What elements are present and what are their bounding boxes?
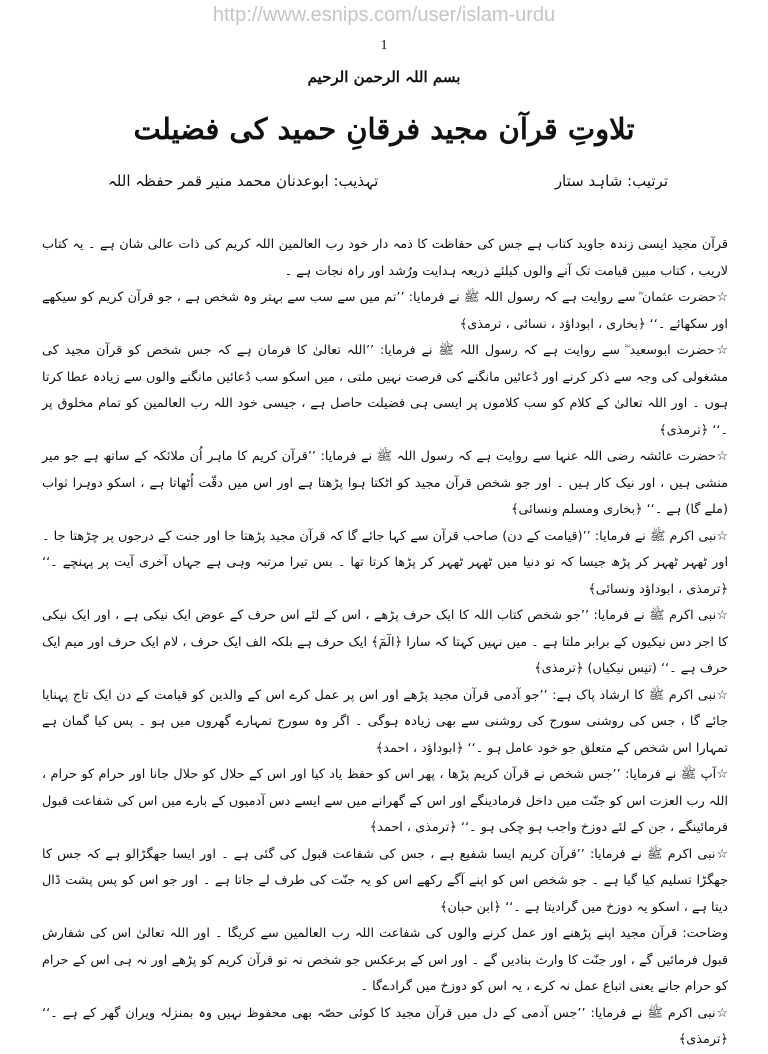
author-row xyxy=(108,172,668,190)
editor-credit: تہذیب: ابوعدنان محمد منیر قمر حفظہ اللہ xyxy=(108,172,379,190)
document-body xyxy=(42,232,728,1054)
paragraph-hadith: ☆نبی اکرم ﷺ نے فرمایا: ’’قرآن کریم ایسا شفیع ہے ، جس کی شفاعت قبول کی گئی ہے ۔ اور ایسا جھگڑالو ہے کہ جس کا جھگڑا تسلیم کیا گیا ہے ۔ جو شخص اس کو اپنے آگے رکھے اس کو یہ جنّت کی طرف لے جاتا ہے ۔ اور جو اس کو پس پشت ڈال دیتا ہے ، اسکو یہ دوزخ میں گرادیتا ہے ۔‘‘ ﴿ابن حبان﴾ xyxy=(42,846,728,915)
paragraph-hadith: ☆نبی اکرم ﷺ کا ارشاد پاک ہے: ’’جو آدمی قرآن مجید پڑھے اور اس پر عمل کرے اس کے والدین کو قیامت کے دن ایک تاج پہنایا جائے گا ، جس کی روشنی سورج کی روشنی سے بھی زیادہ ہوگی ۔ اگر وہ سورج تمہارے گھروں میں ہو ۔ پس کیا گمان ہے تمہارا اس شخص کے متعلق جو خود عامل ہو ۔‘‘ ﴿ابوداؤد ، احمد﴾ xyxy=(42,687,728,756)
paragraph-hadith: ☆نبی اکرم ﷺ نے فرمایا: ’’جو شخص کتاب اللہ کا ایک حرف پڑھے ، اس کے لئے اس حرف کے عوض ایک نیکی ہے ، اور ایک نیکی کا اجر دس نیکیوں کے برابر ملتا ہے ۔ میں نہیں کہتا کہ سارا ﴿الٓمٓ﴾ ایک حرف ہے بلکہ الف ایک حرف ، لام ایک حرف اور میم ایک حرف ہے ۔‘‘ (تیس نیکیاں) ﴿ترمذی﴾ xyxy=(42,608,728,676)
paragraph-hadith: ☆حضرت عائشہ رضی اللہ عنہا سے روایت ہے کہ رسول اللہ ﷺ نے فرمایا: ’’قرآن کریم کا ماہر اُن ملائکہ کے ساتھ ہے جو میر منشی ہیں ، اور نیک کار ہیں ۔ اور جو شخص قرآن مجید کو اٹکتا ہوا پڑھتا ہے اور اس میں دقّت اُٹھاتا ہے ، اسکو دوہرا ثواب (ملے گا) ہے ۔‘‘ ﴿بخاری ومسلم ونسائی﴾ xyxy=(42,449,728,517)
page-number: 1 xyxy=(380,38,388,53)
paragraph-hadith: ☆نبی اکرم ﷺ نے فرمایا: ’’(قیامت کے دن) صاحب قرآن سے کہا جائے گا کہ قرآن مجید پڑھتا جا اور جنت کے درجوں پر چڑھتا جا ۔ اور ٹھہر ٹھہر کر پڑھ جیسا کہ تو دنیا میں ٹھہر ٹھہر کر پڑھا کرتا تھا ۔ بس تیرا مرتبہ وہی ہے جہاں آخری آیت پر پہنچے ۔‘‘ ﴿ترمذی ، ابوداؤد ونسائی﴾ xyxy=(42,528,728,597)
bismillah-heading: بسم اللہ الرحمن الرحیم xyxy=(307,68,461,86)
paragraph-intro: قرآن مجید ایسی زندہ جاوید کتاب ہے جس کی حفاظت کا ذمہ دار خود رب العالمین اللہ کریم کی ذات عالی شان ہے ۔ یہ کتاب لاریب ، کتاب مبین قیامت تک آنے والوں کیلئے ذریعہ ہدایت ورُشد اور راہ نجات ہے ۔ xyxy=(42,237,728,279)
watermark-url: http://www.esnips.com/user/islam-urdu xyxy=(212,4,556,26)
document-title: تلاوتِ قرآن مجید فرقانِ حمید کی فضیلت xyxy=(133,112,635,146)
paragraph-hadith: ☆آپ ﷺ نے فرمایا: ’’جس شخص نے قرآن کریم پڑھا ، پھر اس کو حفظ یاد کیا اور اس کے حلال کو حلال جانا اور حرام کو حرام ، اللہ رب العزت اس کو جنّت میں داخل فرمادینگے اور اس کے گھرانے میں سے ایسے دس آدمیوں کے بارے میں اس کی شفاعت قبول فرمائینگے ، جن کے لئے دوزخ واجب ہو چکی ہو ۔‘‘ ﴿ترمذی ، احمد﴾ xyxy=(42,767,728,835)
paragraph-explanation: وضاحت: قرآن مجید اپنے پڑھنے اور عمل کرنے والوں کی شفاعت اللہ رب العالمین سے کریگا ۔ اور اللہ تعالیٰ اس کی شفارش قبول فرمائیں گے ، اور جنّت کا وارث بنادیں گے ۔ اور اس کے برعکس جو شخص نہ تو قرآن کریم کو پڑھے اور نہ ہی اس کے حرام کو حرام جانے یعنی اتباع عمل نہ کرے ، یہ اس کو دوزخ میں گرادےگا ۔ xyxy=(42,926,728,994)
compiler-credit: ترتیب: شاہد ستار xyxy=(554,172,668,190)
paragraph-hadith: ☆حضرت عثمان ؓ سے روایت ہے کہ رسول اللہ ﷺ نے فرمایا: ’’تم میں سے سب سے بہتر وہ شخص ہے ، جو قرآن کریم کو سیکھے اور سکھائے ۔‘‘ ﴿بخاری ، ابوداؤد ، نسائی ، ترمذی﴾ xyxy=(42,290,728,332)
paragraph-hadith: ☆حضرت ابوسعید ؓ سے روایت ہے کہ رسول اللہ ﷺ نے فرمایا: ’’اللہ تعالیٰ کا فرمان ہے کہ جس شخص کو قرآن مجید کی مشغولی کی وجہ سے ذکر کرنے اور دُعائیں مانگنے کی فرصت نہیں ملتی ، میں اسکو سب دُعائیں مانگنے والوں سے زیادہ عطا کرتا ہوں ۔ اور اللہ تعالیٰ کے کلام کو سب کلاموں پر ایسی ہی فضیلت حاصل ہے ، جیسی خود اللہ رب العالمین کو تمام مخلوق پر ۔‘‘ ﴿ترمذی﴾ xyxy=(42,343,728,438)
paragraph-hadith: ☆نبی اکرم ﷺ نے فرمایا: ’’جس آدمی کے دل میں قرآن مجید کا کوئی حصّہ بھی محفوظ نہیں وہ بمنزلہ ویران گھر کے ہے ۔‘‘ ﴿ترمذی﴾ xyxy=(42,1005,728,1047)
